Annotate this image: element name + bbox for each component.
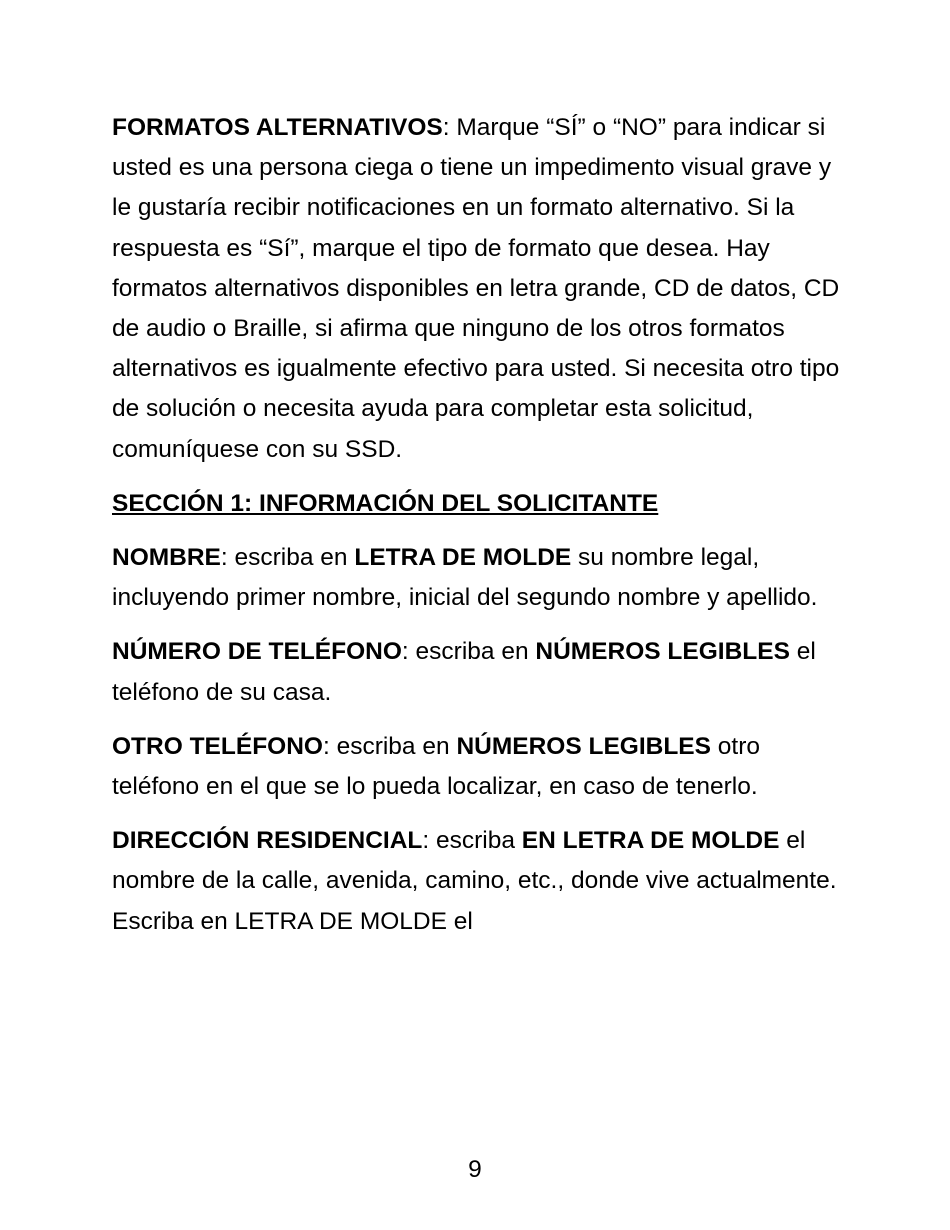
term-nombre: NOMBRE [112,544,221,572]
term-direccion-residencial: DIRECCIÓN RESIDENCIAL [112,827,423,855]
text-nombre-2: su nombre legal, incluyendo primer nombre, inicial del segundo nombre y apellido. [112,544,818,612]
paragraph-direccion-residencial [112,821,852,942]
section-1-heading: SECCIÓN 1: INFORMACIÓN DEL SOLICITANTE [112,489,659,517]
text-numero-telefono-2: el teléfono de su casa. [112,638,816,706]
paragraph-otro-telefono [112,727,852,807]
paragraph-formatos-alternativos [112,108,852,470]
text-direccion-residencial-1: : escriba [422,827,522,855]
text-nombre-1: : escriba en [220,544,355,572]
paragraph-numero-telefono [112,632,852,712]
text-direccion-residencial-2: el nombre de la calle, avenida, camino, etc., donde vive actualmente. Escriba en LETRA DE MOLDE el [112,827,837,935]
emph-numero-telefono: NÚMEROS LEGIBLES [535,638,790,666]
text-otro-telefono-2: otro teléfono en el que se lo pueda localizar, en caso de tenerlo. [112,732,761,801]
term-numero-telefono: NÚMERO DE TELÉFONO [112,638,402,666]
emph-nombre: LETRA DE MOLDE [354,544,572,572]
document-page-content [112,108,852,956]
term-otro-telefono: OTRO TELÉFONO [112,732,323,760]
text-numero-telefono-1: : escriba en [401,638,536,666]
emph-otro-telefono: NÚMEROS LEGIBLES [456,732,711,760]
text-formatos-alternativos: : Marque “SÍ” o “NO” para indicar si usted es una persona ciega o tiene un impedimento visual grave y le gustaría recibir notificaciones en un formato alternativo. Si la respuesta es “Sí”, marque el tipo de formato que desea. Hay formatos alternativos disponibles en letra grande, CD de datos, CD de audio o Braille, si afirma que ninguno de los otros formatos alternativos es igualmente efectivo para usted. Si necesita otro tipo de solución o necesita ayuda para completar esta solicitud, comuníquese con su SSD. [112,114,840,463]
paragraph-nombre [112,538,852,618]
emph-direccion-residencial: EN LETRA DE MOLDE [521,827,780,855]
text-otro-telefono-1: : escriba en [322,732,457,760]
page-number: 9 [468,1156,482,1183]
term-formatos-alternativos: FORMATOS ALTERNATIVOS [112,114,443,141]
